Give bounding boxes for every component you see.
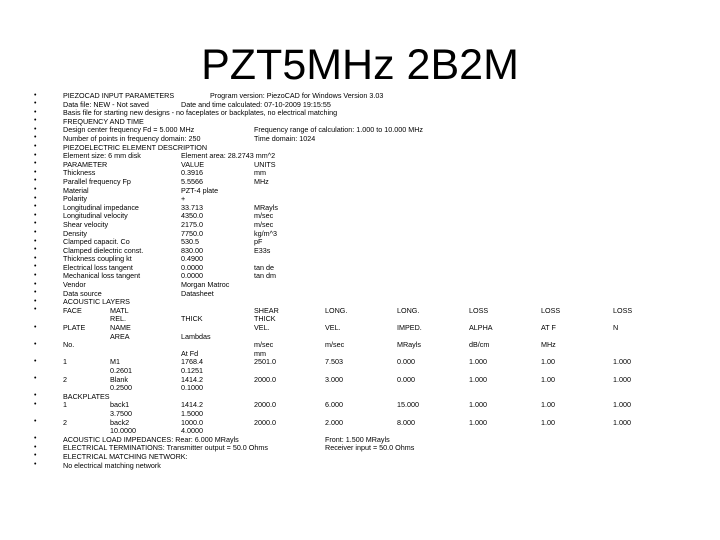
text-cell: 1.5000 bbox=[181, 408, 203, 418]
text-cell: 1 bbox=[63, 357, 67, 367]
text-cell: pF bbox=[254, 237, 263, 247]
text-cell: VALUE bbox=[181, 159, 205, 169]
element-size-line bbox=[0, 152, 720, 161]
text-cell: tan dm bbox=[254, 271, 276, 281]
text-cell: MHz bbox=[254, 176, 269, 186]
text-cell: ACOUSTIC LAYERS bbox=[63, 297, 130, 307]
bullet-icon: • bbox=[34, 280, 37, 288]
element-header-line bbox=[0, 161, 720, 170]
bullet-icon: • bbox=[34, 220, 37, 228]
parameters-listing bbox=[0, 92, 720, 470]
text-cell: AT F bbox=[541, 323, 556, 333]
layer-row bbox=[0, 401, 720, 410]
text-cell: Lambdas bbox=[181, 331, 211, 341]
text-cell: 1.000 bbox=[469, 417, 487, 427]
bullet-icon: • bbox=[34, 435, 37, 443]
text-cell: 8.000 bbox=[397, 417, 415, 427]
text-cell: At Fd bbox=[181, 348, 199, 358]
bullet-icon: • bbox=[34, 151, 37, 159]
text-cell: 0.1251 bbox=[181, 366, 203, 375]
text-cell: 1.000 bbox=[469, 400, 487, 410]
text-cell: Frequency range of calculation: 1.000 to 10.000 MHz bbox=[254, 125, 424, 135]
text-cell: 3.7500 bbox=[110, 408, 132, 418]
text-cell: M1 bbox=[110, 357, 120, 367]
bullet-icon: • bbox=[34, 263, 37, 271]
bullet-icon: • bbox=[34, 143, 37, 151]
text-cell: kg/m^3 bbox=[254, 228, 277, 238]
text-cell: E33s bbox=[254, 245, 271, 255]
text-cell: NAME bbox=[110, 323, 131, 333]
text-cell: 1414.2 bbox=[181, 400, 203, 410]
text-cell: Time domain: 1024 bbox=[254, 133, 316, 143]
bullet-icon: • bbox=[34, 203, 37, 211]
text-cell: m/sec bbox=[325, 340, 345, 350]
no-matching-line bbox=[0, 462, 720, 471]
text-cell: 3.000 bbox=[325, 374, 343, 384]
element-row bbox=[0, 178, 720, 187]
text-cell: Mechanical loss tangent bbox=[63, 271, 141, 281]
bullet-icon: • bbox=[34, 306, 37, 314]
text-cell: + bbox=[181, 194, 186, 204]
text-cell: Data source bbox=[63, 288, 102, 298]
layer-row-sub bbox=[0, 410, 720, 419]
text-cell: PARAMETER bbox=[63, 159, 108, 169]
text-cell: 0.0000 bbox=[181, 262, 203, 272]
text-cell: Thickness bbox=[63, 168, 96, 178]
text-cell: Electrical loss tangent bbox=[63, 262, 133, 272]
bullet-icon: • bbox=[34, 100, 37, 108]
text-cell: Design center frequency Fd = 5.000 MHz bbox=[63, 125, 195, 135]
bullet-icon: • bbox=[34, 177, 37, 185]
text-cell: LOSS bbox=[541, 305, 561, 315]
text-cell: Morgan Matroc bbox=[181, 280, 230, 290]
text-cell: MRayls bbox=[397, 340, 421, 350]
text-cell: N bbox=[613, 323, 619, 333]
text-cell: 1.00 bbox=[541, 374, 555, 384]
bullet-icon: • bbox=[34, 375, 37, 383]
bullet-icon: • bbox=[34, 246, 37, 254]
bullet-icon: • bbox=[34, 297, 37, 305]
text-cell: 7750.0 bbox=[181, 228, 203, 238]
text-cell: m/sec bbox=[254, 211, 274, 221]
text-cell: Receiver input = 50.0 Ohms bbox=[325, 443, 415, 453]
text-cell: ELECTRICAL TERMINATIONS: Transmitter output = 50.0 Ohms bbox=[63, 443, 268, 453]
element-row bbox=[0, 281, 720, 290]
text-cell: Longitudinal velocity bbox=[63, 211, 128, 221]
text-cell: Shear velocity bbox=[63, 219, 109, 229]
bullet-icon: • bbox=[34, 168, 37, 176]
backplates-section bbox=[0, 393, 720, 402]
text-cell: mm bbox=[254, 348, 266, 358]
text-cell: No. bbox=[63, 340, 75, 350]
text-cell: 2000.0 bbox=[254, 374, 276, 384]
text-cell: Datasheet bbox=[181, 288, 214, 298]
text-cell: Program version: PiezoCAD for Windows Version 3.03 bbox=[210, 91, 384, 100]
text-cell: Clamped dielectric const. bbox=[63, 245, 144, 255]
bullet-icon: • bbox=[34, 418, 37, 426]
text-cell: 2000.0 bbox=[254, 417, 276, 427]
layer-row-sub bbox=[0, 367, 720, 376]
text-cell: 1768.4 bbox=[181, 357, 203, 367]
text-cell: 1.000 bbox=[613, 400, 631, 410]
element-row bbox=[0, 272, 720, 281]
text-cell: 830.00 bbox=[181, 245, 203, 255]
text-cell: Basis file for starting new designs - no faceplates or backplates, no electrical matching bbox=[63, 108, 338, 118]
layer-row bbox=[0, 419, 720, 428]
bullet-icon: • bbox=[34, 357, 37, 365]
text-cell: 5.5566 bbox=[181, 176, 203, 186]
acoustic-header-2 bbox=[0, 324, 720, 333]
acoustic-header-1b bbox=[0, 315, 720, 324]
text-cell: 0.3916 bbox=[181, 168, 203, 178]
text-cell: Vendor bbox=[63, 280, 86, 290]
text-cell: VEL. bbox=[325, 323, 341, 333]
bullet-icon: • bbox=[34, 229, 37, 236]
text-cell: 2000.0 bbox=[254, 400, 276, 410]
acoustic-header-2b bbox=[0, 333, 720, 342]
text-cell: back1 bbox=[110, 400, 130, 410]
text-cell: 2 bbox=[63, 374, 67, 384]
text-cell: MATL bbox=[110, 305, 129, 315]
text-cell: 2501.0 bbox=[254, 357, 276, 367]
text-cell: PLATE bbox=[63, 323, 86, 333]
text-cell: VEL. bbox=[254, 323, 270, 333]
text-cell: 0.2601 bbox=[110, 366, 132, 375]
bullet-icon: • bbox=[34, 461, 37, 469]
text-cell: PIEZOCAD INPUT PARAMETERS bbox=[63, 91, 175, 100]
text-cell: ELECTRICAL MATCHING NETWORK: bbox=[63, 451, 188, 461]
bullet-icon: • bbox=[34, 108, 37, 116]
bullet-icon: • bbox=[34, 91, 37, 99]
text-cell: 2 bbox=[63, 417, 67, 427]
text-cell: Density bbox=[63, 228, 87, 238]
text-cell: 1.000 bbox=[613, 357, 631, 367]
bullet-icon: • bbox=[34, 400, 37, 408]
bullet-icon: • bbox=[34, 134, 37, 142]
text-cell: 15.000 bbox=[397, 400, 419, 410]
text-cell: IMPED. bbox=[397, 323, 422, 333]
text-cell: LONG. bbox=[325, 305, 348, 315]
text-cell: Element area: 28.2743 mm^2 bbox=[181, 151, 276, 161]
text-cell: 4.0000 bbox=[181, 426, 203, 436]
text-cell: BACKPLATES bbox=[63, 391, 110, 401]
text-cell: UNITS bbox=[254, 159, 276, 169]
bullet-icon: • bbox=[34, 237, 37, 245]
text-cell: 1.000 bbox=[469, 357, 487, 367]
text-cell: 6.000 bbox=[325, 400, 343, 410]
text-cell: 10.0000 bbox=[110, 426, 136, 436]
bullet-icon: • bbox=[34, 271, 37, 279]
text-cell: 1.00 bbox=[541, 400, 555, 410]
text-cell: 0.000 bbox=[397, 357, 415, 367]
slide-title: PZT5MHz 2B2M bbox=[201, 41, 519, 89]
text-cell: dB/cm bbox=[469, 340, 490, 350]
text-cell: FREQUENCY AND TIME bbox=[63, 116, 144, 126]
text-cell: Longitudinal impedance bbox=[63, 202, 139, 212]
bullet-icon: • bbox=[34, 254, 37, 262]
text-cell: 530.5 bbox=[181, 237, 199, 247]
text-cell: Date and time calculated: 07-10-2009 19:15:55 bbox=[181, 99, 331, 109]
text-cell: Data file: NEW - Not saved bbox=[63, 99, 149, 109]
bullet-icon: • bbox=[34, 323, 37, 331]
text-cell: 1.000 bbox=[469, 374, 487, 384]
text-cell: SHEAR bbox=[254, 305, 279, 315]
text-cell: m/sec bbox=[254, 340, 274, 350]
text-cell: Number of points in frequency domain: 250 bbox=[63, 133, 201, 143]
text-cell: Front: 1.500 MRayls bbox=[325, 434, 390, 444]
text-cell: AREA bbox=[110, 331, 130, 341]
text-cell: THICK bbox=[181, 314, 203, 324]
text-cell: PIEZOELECTRIC ELEMENT DESCRIPTION bbox=[63, 142, 208, 152]
acoustic-units-2 bbox=[0, 350, 720, 359]
text-cell: 0.1000 bbox=[181, 383, 203, 393]
text-cell: 1.00 bbox=[541, 417, 555, 427]
text-cell: 7.503 bbox=[325, 357, 343, 367]
text-cell: Polarity bbox=[63, 194, 87, 204]
text-cell: REL. bbox=[110, 314, 126, 324]
bullet-icon: • bbox=[34, 443, 37, 451]
text-cell: Element size: 6 mm disk bbox=[63, 151, 141, 161]
text-cell: ALPHA bbox=[469, 323, 493, 333]
bullet-icon: • bbox=[34, 289, 37, 297]
bullet-icon: • bbox=[34, 452, 37, 460]
text-cell: 1.00 bbox=[541, 357, 555, 367]
element-row bbox=[0, 221, 720, 230]
text-cell: Thickness coupling kt bbox=[63, 254, 132, 264]
text-cell: MHz bbox=[541, 340, 556, 350]
acoustic-header-1 bbox=[0, 307, 720, 316]
text-cell: 1000.0 bbox=[181, 417, 203, 427]
text-cell: PZT-4 plate bbox=[181, 185, 219, 195]
acoustic-section bbox=[0, 298, 720, 307]
text-cell: 0.0000 bbox=[181, 271, 203, 281]
layer-row bbox=[0, 376, 720, 385]
text-cell: 1 bbox=[63, 400, 67, 410]
bullet-icon: • bbox=[34, 160, 37, 168]
text-cell: 1.000 bbox=[613, 374, 631, 384]
text-cell: Parallel frequency Fp bbox=[63, 176, 131, 186]
text-cell: 2175.0 bbox=[181, 219, 203, 229]
text-cell: LOSS bbox=[469, 305, 489, 315]
bullet-icon: • bbox=[34, 186, 37, 194]
text-cell: No electrical matching network bbox=[63, 460, 161, 470]
text-cell: Clamped capacit. Co bbox=[63, 237, 130, 247]
text-cell: 2.000 bbox=[325, 417, 343, 427]
bullet-icon: • bbox=[34, 392, 37, 400]
text-cell: 1.000 bbox=[613, 417, 631, 427]
bullet-icon: • bbox=[34, 211, 37, 219]
layer-row bbox=[0, 358, 720, 367]
text-cell: Material bbox=[63, 185, 89, 195]
text-cell: 1414.2 bbox=[181, 374, 203, 384]
text-cell: 0.000 bbox=[397, 374, 415, 384]
text-cell: tan de bbox=[254, 262, 274, 272]
bullet-icon: • bbox=[34, 340, 37, 348]
text-cell: THICK bbox=[254, 314, 276, 324]
text-cell: back2 bbox=[110, 417, 130, 427]
bullet-icon: • bbox=[34, 125, 37, 133]
text-cell: MRayls bbox=[254, 202, 278, 212]
text-cell: 33.713 bbox=[181, 202, 203, 212]
text-cell: mm bbox=[254, 168, 266, 178]
element-row bbox=[0, 187, 720, 196]
bullet-icon: • bbox=[34, 117, 37, 125]
text-cell: ACOUSTIC LOAD IMPEDANCES: Rear: 6.000 MRayls bbox=[63, 434, 239, 444]
text-cell: LONG. bbox=[397, 305, 420, 315]
text-cell: LOSS bbox=[613, 305, 633, 315]
acoustic-units bbox=[0, 341, 720, 350]
text-cell: 4350.0 bbox=[181, 211, 203, 221]
text-cell: FACE bbox=[63, 305, 82, 315]
text-cell: Blank bbox=[110, 374, 128, 384]
text-cell: m/sec bbox=[254, 219, 274, 229]
text-cell: 0.2500 bbox=[110, 383, 132, 393]
text-cell: 0.4900 bbox=[181, 254, 203, 264]
bullet-icon: • bbox=[34, 194, 37, 202]
element-row bbox=[0, 212, 720, 221]
